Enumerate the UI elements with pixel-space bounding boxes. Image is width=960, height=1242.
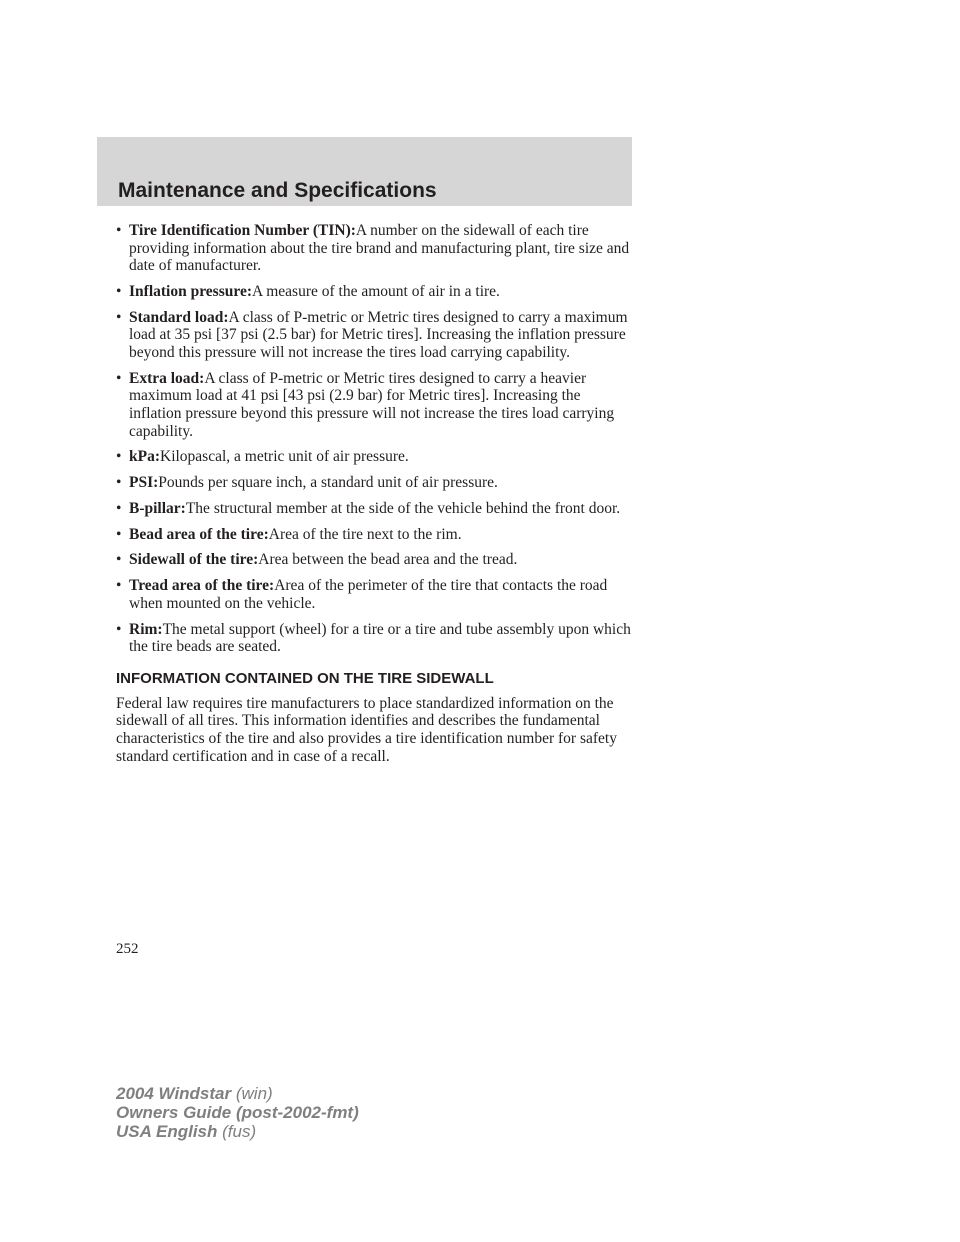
footer-line-model [116,1084,359,1103]
definition-text: Area of the tire next to the rim. [268,525,462,543]
footer-model: 2004 Windstar [116,1084,232,1103]
definition-text: A number on the sidewall of each tire providing information about the tire brand and manufacturing plant, tire size and date of manufacturer. [129,222,630,275]
definition-tread-area [116,577,636,612]
definition-term: PSI: [129,474,159,492]
definition-term: Tread area of the tire: [129,577,275,595]
definition-text: The metal support (wheel) for a tire or a tire and tube assembly upon which the tire beads are seated. [129,620,631,656]
bullet-icon: • [116,474,122,492]
definition-text: A measure of the amount of air in a tire. [252,282,500,300]
footer-language: USA English [116,1122,218,1141]
definition-text: Kilopascal, a metric unit of air pressure. [160,448,409,466]
definition-text: Area of the perimeter of the tire that contacts the road when mounted on the vehicle. [129,577,608,612]
definition-standard-load [116,309,636,362]
definition-psi [116,474,636,492]
bullet-icon: • [116,551,122,569]
definition-term: Tire Identification Number (TIN): [129,222,356,239]
footer-line-guide [116,1103,359,1122]
definition-text: Area between the bead area and the tread. [258,551,518,569]
definition-text: A class of P-metric or Metric tires designed to carry a heavier maximum load at 41 psi [43 psi (2.9 bar) for Metric tires]. Increasing the inflation pressure beyond this pressure will not increase the tires load carrying capability. [129,369,615,440]
definition-extra-load [116,370,636,440]
bullet-icon: • [116,448,122,466]
bullet-icon: • [116,222,122,239]
bullet-icon: • [116,308,122,326]
bullet-icon: • [116,369,122,387]
definition-term: Inflation pressure: [129,282,253,300]
footer-language-code: (fus) [222,1122,257,1141]
definition-sidewall [116,551,636,569]
footer-line-language [116,1122,359,1141]
definition-term: Bead area of the tire: [129,525,269,543]
footer-model-code: (win) [235,1084,273,1103]
definition-bead-area [116,526,636,544]
bullet-icon: • [116,620,122,638]
section-paragraph: Federal law requires tire manufacturers to place standardized information on the sidewall of all tires. This information identifies and describes the fundamental characteristics of the tire and also provides a tire identification number for safety standard certification and in case of a recall. [116,694,617,765]
bullet-icon: • [116,282,122,300]
bullet-icon: • [116,525,122,543]
definition-term: Rim: [129,620,163,638]
page-number: 252 [116,941,139,957]
definition-kpa [116,448,636,466]
definition-term: B-pillar: [129,499,186,517]
definition-list [116,222,636,656]
footer-guide: Owners Guide (post-2002-fmt) [116,1103,359,1122]
bullet-icon: • [116,499,122,517]
definition-b-pillar [116,500,636,518]
definition-text: Pounds per square inch, a standard unit of air pressure. [158,474,498,492]
definition-term: Standard load: [129,308,229,326]
document-footer [116,1084,359,1141]
definition-term: Extra load: [129,369,205,387]
section-heading: INFORMATION CONTAINED ON THE TIRE SIDEWALL [116,669,494,687]
definition-text: A class of P-metric or Metric tires designed to carry a maximum load at 35 psi [37 psi (2.5 bar) for Metric tires]. Increasing the inflation pressure beyond this pressure will not increase the tires load carrying capability. [129,308,628,361]
bullet-icon: • [116,577,122,595]
page-content [116,222,636,765]
definition-tin [116,222,636,275]
definition-term: Sidewall of the tire: [129,551,259,569]
definition-term: kPa: [129,448,160,466]
definition-inflation-pressure [116,283,636,301]
definition-rim [116,621,636,656]
page-section-title: Maintenance and Specifications [118,179,437,202]
definition-text: The structural member at the side of the vehicle behind the front door. [185,499,621,517]
